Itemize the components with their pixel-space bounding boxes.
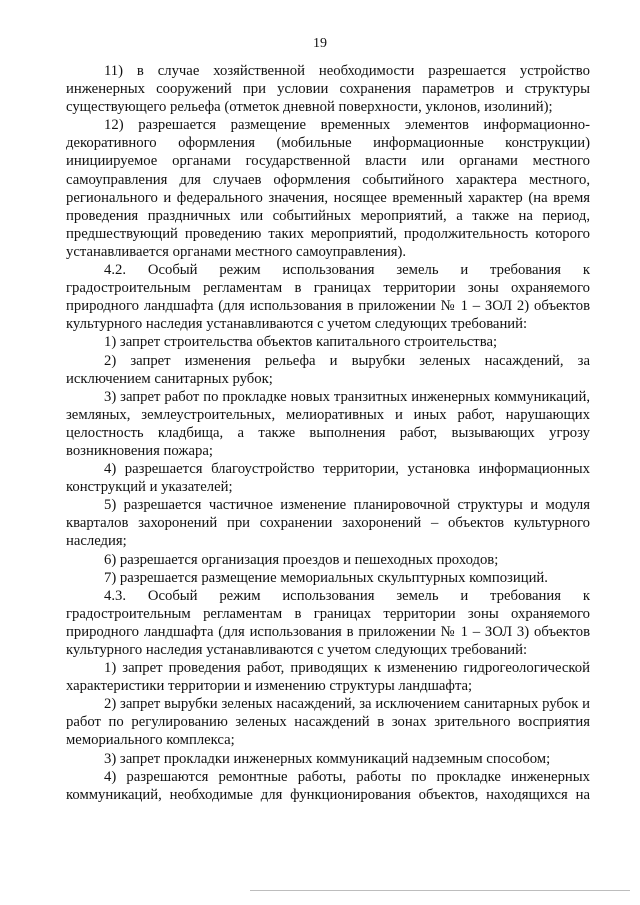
section-4-2-intro: 4.2. Особый режим использования земель и требования к градостроительным регламентам в границах территории зоны охраняемого природного ландшафта (для использования в приложении № 1 – ЗОЛ 2) объектов культурного наследия устанавливаются с учетом следующих требований: bbox=[66, 262, 590, 333]
section-4-3-item-4: 4) разрешаются ремонтные работы, работы по прокладке инженерных коммуникаций, необходимые для функционирования объектов, находящихся на bbox=[66, 768, 590, 803]
section-4-3-intro: 4.3. Особый режим использования земель и требования к градостроительным регламентам в границах территории зоны охраняемого природного ландшафта (для использования в приложении № 1 – ЗОЛ 3) объектов культурного наследия устанавливаются с учетом следующих требований: bbox=[66, 587, 590, 658]
paragraph-item-11: 11) в случае хозяйственной необходимости разрешается устройство инженерных сооружений при условии сохранения параметров и структуры существующего рельефа (отметок дневной поверхности, уклонов, изолиний); bbox=[66, 63, 590, 116]
page-number: 19 bbox=[313, 36, 327, 51]
paragraph-item-12: 12) разрешается размещение временных элементов информационно-декоративного оформления (мобильные информационные конструкции) инициируемое органами государственной власти или органами местного самоуправления для случаев оформления событийного характера местного, регионального и федерального значения, носящее временный характер (на время проведения праздничных или событийных мероприятий, а также на период, предшествующий проведению таких мероприятий, продолжительность которого устанавливается органами местного самоуправления). bbox=[66, 117, 590, 260]
document-body bbox=[66, 62, 590, 804]
section-4-2-item-2: 2) запрет изменения рельефа и вырубки зеленых насаждений, за исключением санитарных рубок; bbox=[66, 352, 590, 387]
section-4-3-item-1: 1) запрет проведения работ, приводящих к изменению гидрогеологической характеристики территории и изменению структуры ландшафта; bbox=[66, 660, 590, 695]
section-4-3-item-2: 2) запрет вырубки зеленых насаждений, за исключением санитарных рубок и работ по регулированию зеленых насаждений в зонах зрительного восприятия мемориального комплекса; bbox=[66, 696, 590, 749]
section-4-3-item-3: 3) запрет прокладки инженерных коммуникаций надземным способом; bbox=[104, 750, 551, 767]
scan-edge-line bbox=[250, 890, 630, 891]
section-4-2-item-5: 5) разрешается частичное изменение планировочной структуры и модуля кварталов захоронений при сохранении захоронений – объектов культурного наследия; bbox=[66, 497, 590, 550]
section-4-2-item-7: 7) разрешается размещение мемориальных скульптурных композиций. bbox=[104, 569, 548, 586]
section-4-2-item-6: 6) разрешается организация проездов и пешеходных проходов; bbox=[104, 551, 499, 568]
section-4-2-item-1: 1) запрет строительства объектов капитального строительства; bbox=[104, 334, 498, 351]
section-4-2-item-3: 3) запрет работ по прокладке новых транзитных инженерных коммуникаций, земляных, землеустроительных, мелиоративных и иных работ, нарушающих целостность кладбища, а также выполнения работ, вызывающих угрозу возникновения пожара; bbox=[66, 388, 590, 459]
section-4-2-item-4: 4) разрешается благоустройство территории, установка информационных конструкций и указателей; bbox=[66, 461, 590, 496]
